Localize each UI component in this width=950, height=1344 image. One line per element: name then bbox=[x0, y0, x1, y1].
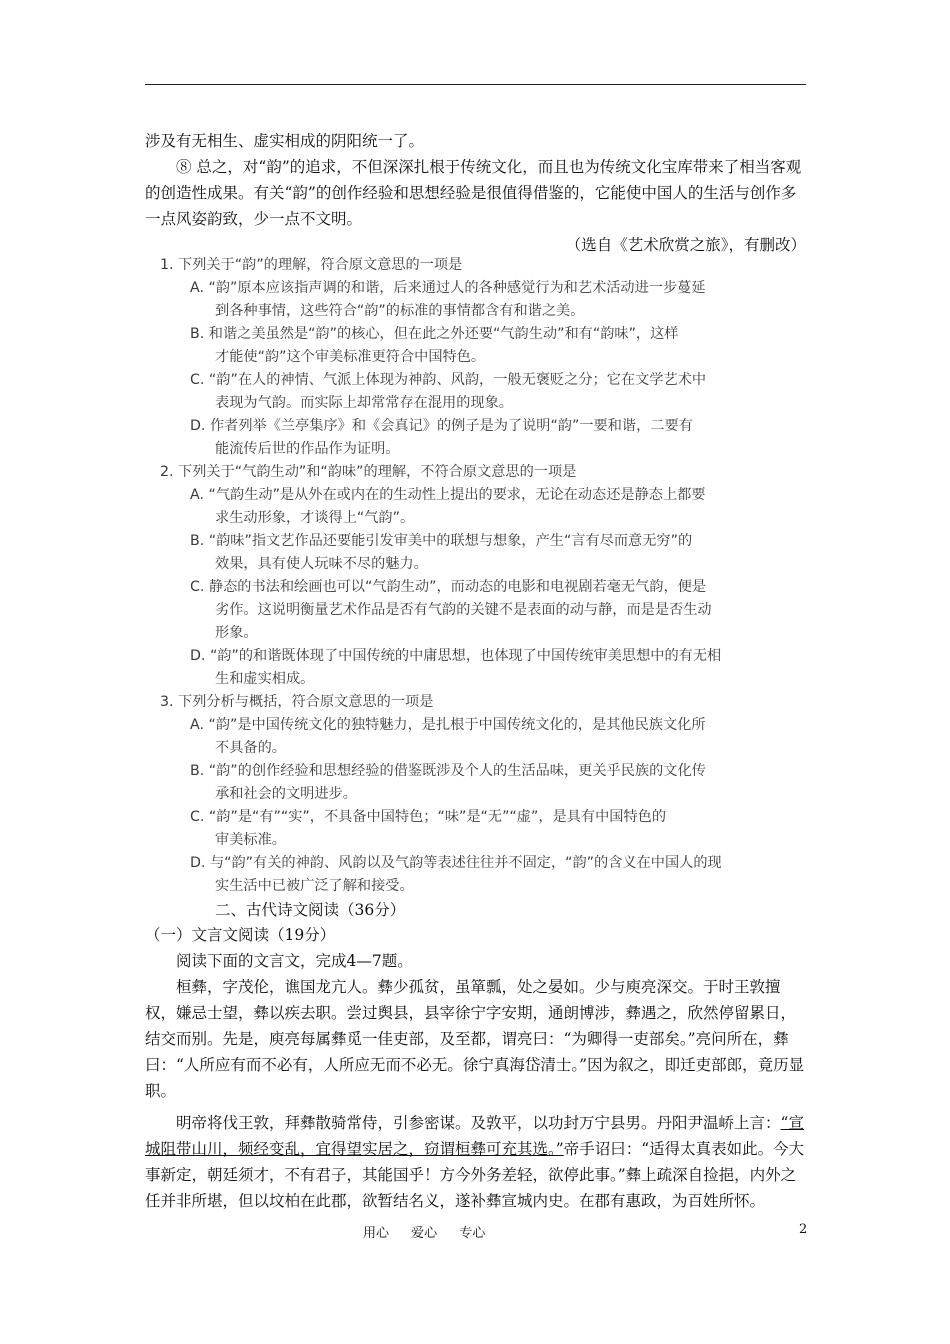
option-c-cont: 审美标准。 bbox=[215, 832, 286, 848]
option-b-cont: 效果，具有使人玩味不尽的魅力。 bbox=[215, 556, 428, 572]
option-a: A. “韵”是中国传统文化的独特魅力，是扎根于中国传统文化的，是其他民族文化所 bbox=[190, 717, 706, 733]
classical-reading bbox=[145, 922, 810, 1214]
paragraph-8: ⑧ 总之，对“韵”的追求，不但深深扎根于传统文化，而且也为传统文化宝库带来了相当客观的创造性成果。有关“韵”的创作经验和思想经验是很值得借鉴的，它能使中国人的生活与创作多一点风姿韵致，少一点不文明。 bbox=[145, 158, 802, 228]
underlined-sentence: “宣城阻带山川，频经变乱，宜得望实居之，窃谓桓彝可充其选。” bbox=[145, 1114, 804, 1158]
option-b: B. 和谐之美虽然是“韵”的核心，但在此之外还要“气韵生动”和有“韵味”，这样 bbox=[190, 326, 679, 342]
option-a-cont: 到各种事情，这些符合“韵”的标准的事情都含有和谐之美。 bbox=[215, 303, 585, 319]
option-c-cont: 劣作。这说明衡量艺术作品是否有气韵的关键不是表面的动与静，而是是否生动 bbox=[215, 602, 712, 618]
question-stem: 1. 下列关于“韵”的理解，符合原文意思的一项是 bbox=[160, 257, 463, 273]
reading-instruction: 阅读下面的文言文，完成4—7题。 bbox=[176, 952, 413, 970]
intro-line: 涉及有无相生、虚实相成的阴阳统一了。 bbox=[145, 132, 425, 150]
option-b-cont: 才能使“韵”这个审美标准更符合中国特色。 bbox=[215, 349, 486, 365]
classical-paragraph-1: 桓彝，字茂伦，谯国龙亢人。彝少孤贫，虽箪瓢，处之晏如。少与庾亮深交。于时王敦擅权，嫌忌士望，彝以疾去职。尝过舆县，县宰徐宁字安期，通朗博涉，彝遇之，欣然停留累日，结交而别。先是，庾亮每属彝觅一佳吏部，及至都，谓亮曰：“为卿得一吏部矣。”亮问所在，彝曰：“人所应有而不必有，人所应无而不必无。徐宁真海岱清士。”因为叙之，即迁吏部郎，竟历显职。 bbox=[145, 978, 805, 1100]
header-rule bbox=[145, 84, 806, 85]
question-2 bbox=[160, 461, 800, 691]
option-d-cont: 生和虚实相成。 bbox=[215, 671, 315, 687]
classical-paragraph-2 bbox=[145, 1110, 810, 1214]
option-a-cont: 不具备的。 bbox=[215, 740, 286, 756]
paragraph-2-start: 明帝将伐王敦，拜彝散骑常侍，引参密谋。及敦平，以功封万宁县男。丹阳尹温峤上言： bbox=[176, 1114, 781, 1132]
option-b: B. “韵味”指文艺作品还要能引发审美中的联想与想象，产生“言有尽而意无穷”的 bbox=[190, 533, 693, 549]
section-title: 二、古代诗文阅读（36分） bbox=[215, 901, 406, 919]
option-a-cont: 求生动形象，才谈得上“气韵”。 bbox=[215, 510, 415, 526]
question-stem: 2. 下列关于“气韵生动”和“韵味”的理解，不符合原文意思的一项是 bbox=[160, 464, 577, 480]
question-stem: 3. 下列分析与概括，符合原文意思的一项是 bbox=[160, 694, 434, 710]
option-c: C. “韵”是“有”“实”，不具备中国特色；“味”是“无”“虚”，是具有中国特色的 bbox=[190, 809, 667, 825]
source-citation: （选自《艺术欣赏之旅》，有删改） bbox=[565, 236, 806, 254]
option-c: C. 静态的书法和绘画也可以“气韵生动”，而动态的电影和电视剧若毫无气韵，便是 bbox=[190, 579, 707, 595]
paragraph-2-end: 帝手诏曰：“适得太真表如此。今大事新定，朝廷须才，不有君子，其能国乎！方今外务差轻，欲停此事。”彝上疏深自捡挹，内外之任并非所堪，但以坟柏在此郡，欲暂结名义，遂补彝宣城内史。在郡有惠政，为百姓所怀。 bbox=[145, 1140, 805, 1210]
question-3 bbox=[160, 691, 800, 898]
cropped-line-fragment bbox=[160, 884, 410, 890]
option-d: D. 作者列举《兰亭集序》和《会真记》的例子是为了说明“韵”一要和谐，二要有 bbox=[190, 418, 693, 434]
option-a: A. “气韵生动”是从外在或内在的生动性上提出的要求，无论在动态还是静态上都要 bbox=[190, 487, 706, 503]
option-d-cont: 能流传后世的作品作为证明。 bbox=[215, 441, 400, 457]
option-c-cont: 表现为气韵。而实际上却常常存在混用的现象。 bbox=[215, 395, 513, 411]
intro-text bbox=[145, 128, 810, 258]
question-1 bbox=[160, 254, 800, 461]
option-d: D. “韵”的和谐既体现了中国传统的中庸思想，也体现了中国传统审美思想中的有无相 bbox=[190, 648, 722, 664]
option-b: B. “韵”的创作经验和思想经验的借鉴既涉及个人的生活品味，更关乎民族的文化传 bbox=[190, 763, 706, 779]
footer-motto: 用心 爱心 专心 bbox=[363, 1226, 486, 1241]
questions-block bbox=[160, 254, 800, 898]
option-b-cont: 承和社会的文明进步。 bbox=[215, 786, 357, 802]
page-number: 2 bbox=[799, 1222, 808, 1237]
subsection-title: （一）文言文阅读（19分） bbox=[145, 926, 336, 944]
option-c: C. “韵”在人的神情、气派上体现为神韵、风韵，一般无褒贬之分；它在文学艺术中 bbox=[190, 372, 707, 388]
option-a: A. “韵”原本应该指声调的和谐，后来通过人的各种感觉行为和艺术活动进一步蔓延 bbox=[190, 280, 706, 296]
option-d: D. 与“韵”有关的神韵、风韵以及气韵等表述往往并不固定，“韵”的含义在中国人的现 bbox=[190, 855, 722, 871]
option-c-cont-2: 形象。 bbox=[215, 625, 258, 641]
option-d-cont: 实生活中已被广泛了解和接受。 bbox=[215, 878, 414, 894]
